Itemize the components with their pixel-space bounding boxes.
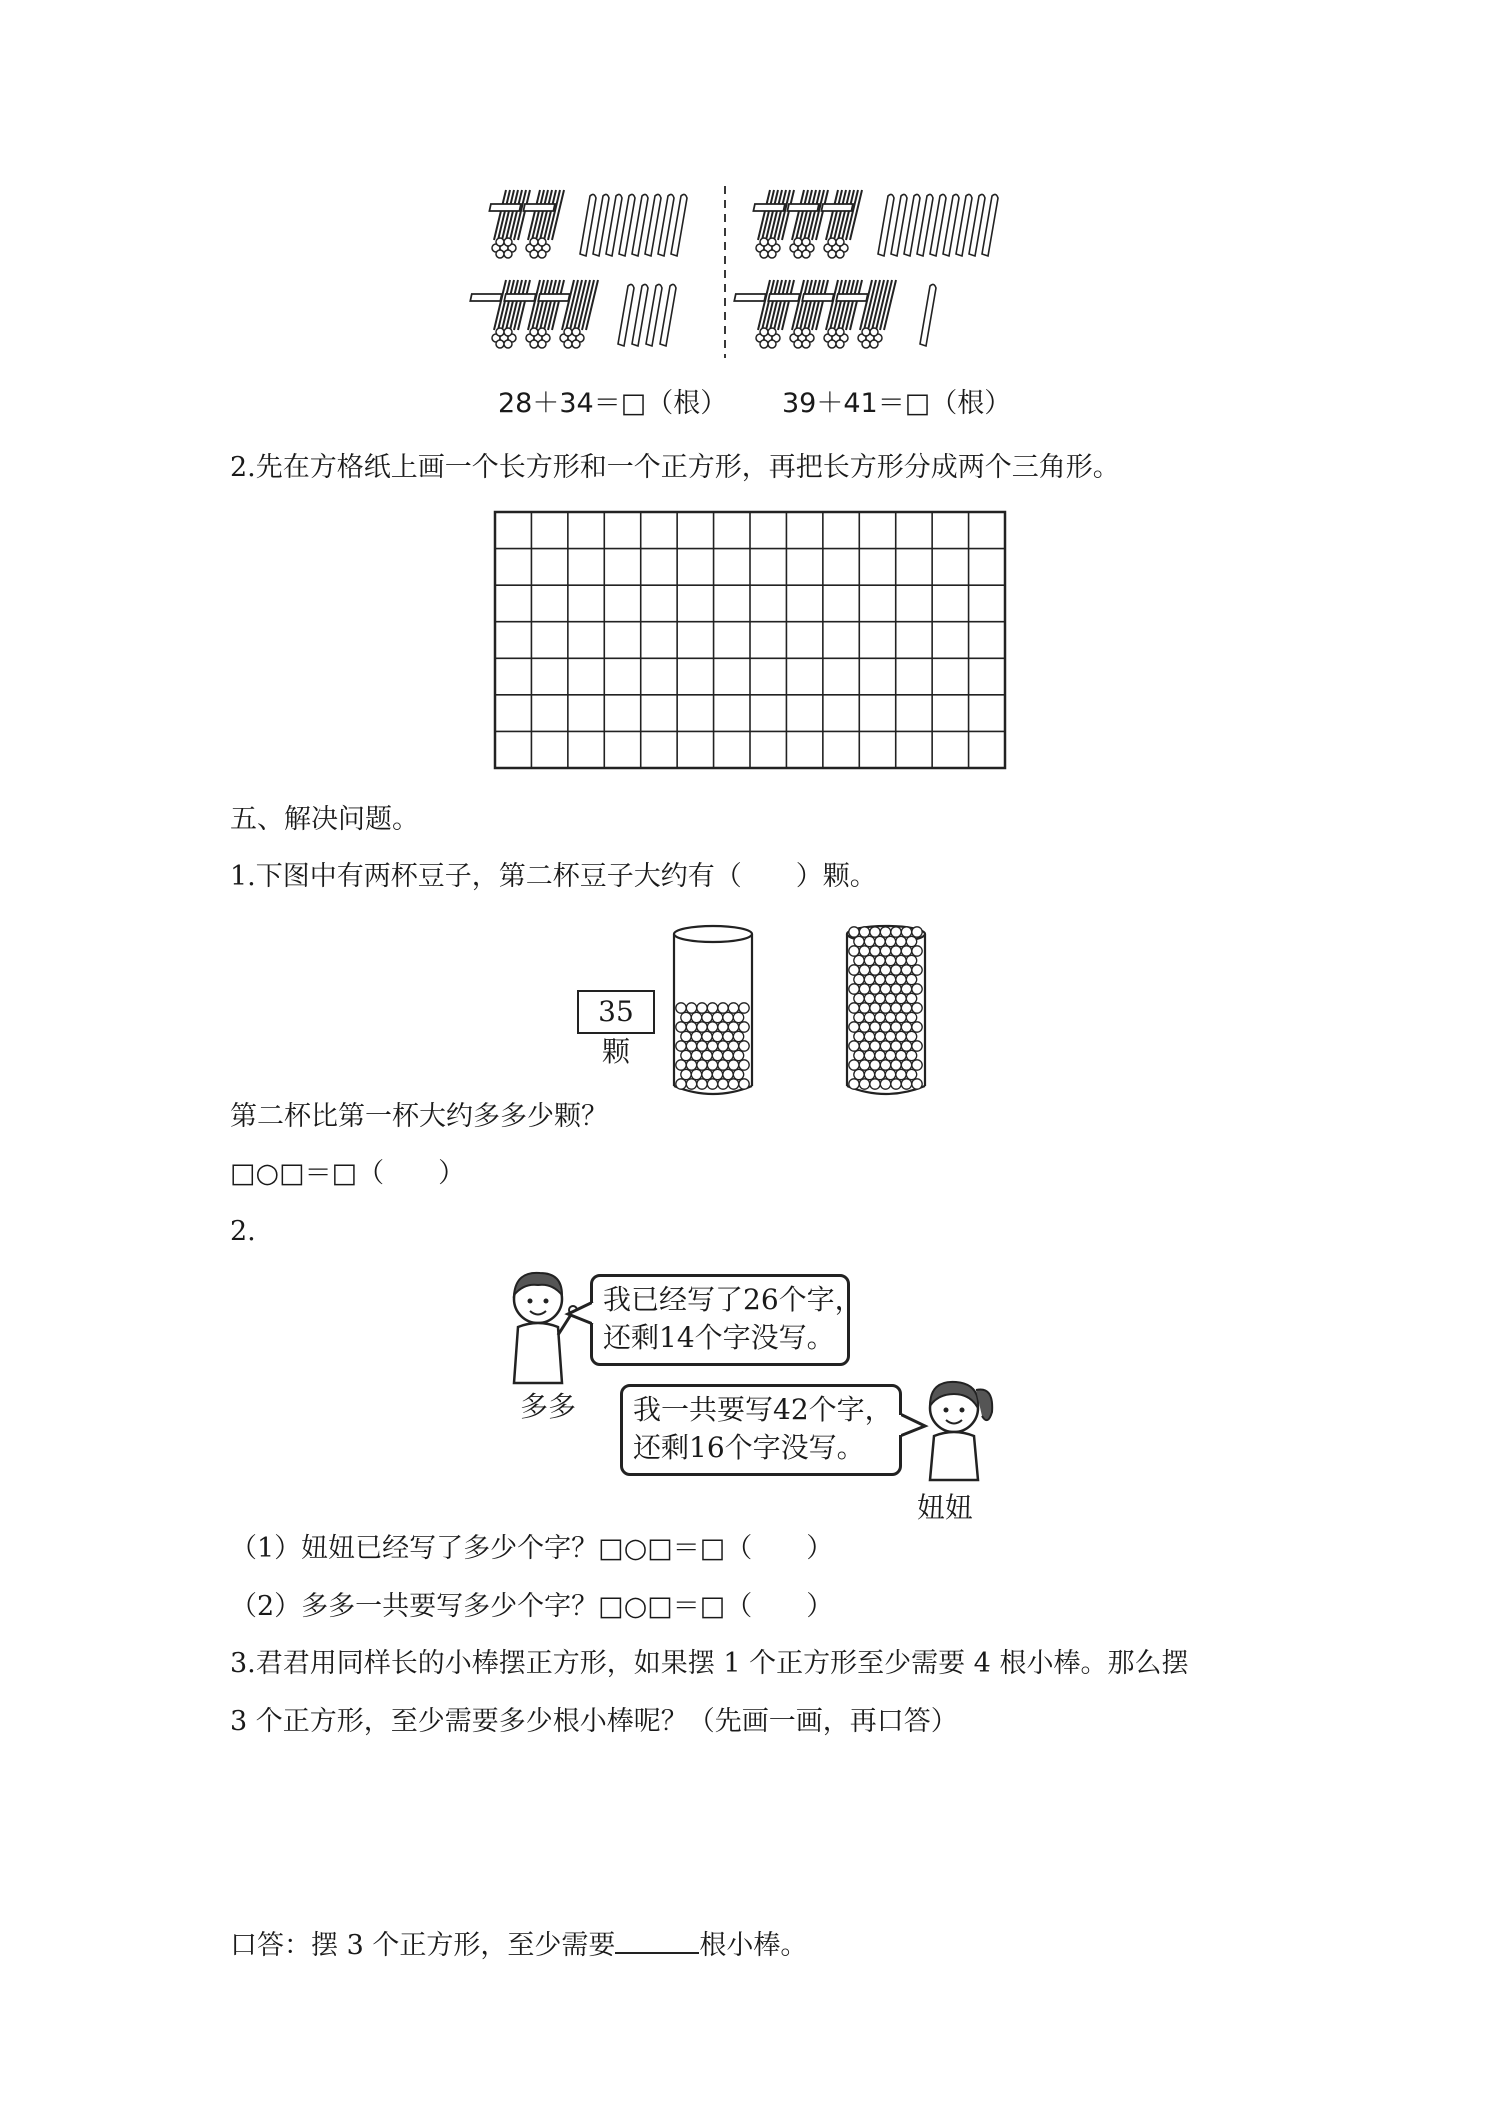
q3-answer <box>230 1926 807 1963</box>
bean <box>896 1050 906 1060</box>
boy-bubble-line1: 我已经写了26个字， <box>603 1283 863 1316</box>
bean <box>870 927 880 937</box>
answer-blank[interactable] <box>615 1926 699 1954</box>
bean <box>676 1022 686 1032</box>
girl-speech-bubble <box>620 1384 902 1476</box>
stick-bundles-illustration <box>480 180 1040 365</box>
bean <box>906 1050 916 1060</box>
bean <box>854 936 864 946</box>
square-grid-paper[interactable] <box>493 510 1007 770</box>
bean <box>859 1022 869 1032</box>
bean <box>870 946 880 956</box>
bean <box>849 1079 859 1089</box>
q3-line1: 3.君君用同样长的小棒摆正方形，如果摆 1 个正方形至少需要 4 根小棒。那么摆 <box>230 1648 1189 1679</box>
bean <box>891 984 901 994</box>
stick-bundle <box>489 190 530 258</box>
bean <box>854 993 864 1003</box>
bean <box>880 984 890 994</box>
bean <box>728 1079 738 1089</box>
bean <box>681 1012 691 1022</box>
bean <box>912 1003 922 1013</box>
bean <box>906 974 916 984</box>
stick-bundle <box>470 280 530 348</box>
bean <box>686 1079 696 1089</box>
q1-text: 1.下图中有两杯豆子，第二杯豆子大约有（ ）颗。 <box>230 861 877 892</box>
bean <box>906 936 916 946</box>
bean <box>676 1079 686 1089</box>
single-stick <box>618 284 634 346</box>
stick-bundle <box>523 190 564 258</box>
bean <box>728 1022 738 1032</box>
bean <box>723 1069 733 1079</box>
bean <box>854 1050 864 1060</box>
bean <box>880 1022 890 1032</box>
single-stick <box>660 284 676 346</box>
stick-bundle <box>787 190 828 258</box>
bean <box>702 1069 712 1079</box>
bean <box>870 1041 880 1051</box>
bean <box>880 946 890 956</box>
bean <box>728 1003 738 1013</box>
bean <box>906 955 916 965</box>
bean <box>691 1031 701 1041</box>
single-stick <box>632 284 648 346</box>
q2-number: 2. <box>230 1216 256 1247</box>
bean <box>885 974 895 984</box>
first-cup-beans <box>670 924 756 1096</box>
bean <box>896 936 906 946</box>
bean <box>906 993 916 1003</box>
bean <box>718 1041 728 1051</box>
bean <box>891 1041 901 1051</box>
bean <box>880 1079 890 1089</box>
bean <box>885 1069 895 1079</box>
bean <box>912 1079 922 1089</box>
bean <box>880 927 890 937</box>
bean <box>733 1031 743 1041</box>
bean <box>870 965 880 975</box>
bean <box>849 1060 859 1070</box>
bean <box>870 984 880 994</box>
girl-illustration <box>912 1372 1002 1482</box>
bean <box>912 927 922 937</box>
q3-line2: 3 个正方形，至少需要多少根小棒呢？（先画一画，再口答） <box>230 1706 958 1737</box>
bean <box>880 1060 890 1070</box>
girl-bubble-line2: 还剩16个字没写。 <box>633 1431 865 1464</box>
bean <box>875 936 885 946</box>
bean <box>875 993 885 1003</box>
bean <box>880 1041 890 1051</box>
bean <box>864 1012 874 1022</box>
bean <box>912 1022 922 1032</box>
bean <box>691 1069 701 1079</box>
bean <box>712 1031 722 1041</box>
bean <box>901 1060 911 1070</box>
bean <box>707 1003 717 1013</box>
bean <box>885 993 895 1003</box>
bean <box>702 1012 712 1022</box>
bean <box>896 955 906 965</box>
bean <box>728 1041 738 1051</box>
bean <box>686 1003 696 1013</box>
bean <box>875 1069 885 1079</box>
bean <box>859 965 869 975</box>
bean <box>849 984 859 994</box>
bean <box>885 1031 895 1041</box>
bean <box>686 1022 696 1032</box>
bean <box>885 1050 895 1060</box>
bean <box>891 1060 901 1070</box>
bean <box>859 1079 869 1089</box>
girl-bubble-line1: 我一共要写42个字， <box>633 1393 893 1426</box>
bean <box>912 946 922 956</box>
bean <box>901 1041 911 1051</box>
bean <box>691 1050 701 1060</box>
bean <box>906 1031 916 1041</box>
boy-bubble-line2: 还剩14个字没写。 <box>603 1321 835 1354</box>
bean <box>854 1012 864 1022</box>
bean <box>875 955 885 965</box>
bean <box>864 1031 874 1041</box>
bean <box>901 1022 911 1032</box>
bean <box>712 1012 722 1022</box>
bean <box>707 1022 717 1032</box>
bean <box>859 927 869 937</box>
bean <box>901 1003 911 1013</box>
bean <box>739 1041 749 1051</box>
bean <box>733 1012 743 1022</box>
bean <box>870 1003 880 1013</box>
bean <box>707 1079 717 1089</box>
boy-bubble-tail <box>566 1300 596 1330</box>
bean <box>676 1041 686 1051</box>
boy-speech-bubble <box>590 1274 863 1366</box>
bean <box>697 1041 707 1051</box>
bean <box>676 1060 686 1070</box>
bean <box>702 1031 712 1041</box>
bean <box>864 955 874 965</box>
bean <box>864 1069 874 1079</box>
bean <box>702 1050 712 1060</box>
bean <box>912 1060 922 1070</box>
stick-bundle <box>753 190 794 258</box>
bean <box>723 1012 733 1022</box>
bean <box>875 1031 885 1041</box>
cup-rim <box>674 926 752 942</box>
bean <box>896 1012 906 1022</box>
bean <box>912 984 922 994</box>
bean <box>728 1060 738 1070</box>
bean <box>718 1022 728 1032</box>
bean <box>712 1050 722 1060</box>
bean <box>859 984 869 994</box>
bean <box>718 1079 728 1089</box>
bean <box>849 1003 859 1013</box>
bean <box>912 965 922 975</box>
bean <box>896 974 906 984</box>
stick-bundle <box>821 190 862 258</box>
bean <box>718 1003 728 1013</box>
bean <box>697 1022 707 1032</box>
bean <box>864 993 874 1003</box>
bean <box>891 965 901 975</box>
bean <box>849 946 859 956</box>
bean <box>849 1022 859 1032</box>
bean <box>686 1060 696 1070</box>
grid-question-text: 2.先在方格纸上画一个长方形和一个正方形，再把长方形分成两个三角形。 <box>230 452 1120 483</box>
bean <box>901 984 911 994</box>
bean <box>707 1041 717 1051</box>
bean <box>739 1022 749 1032</box>
bean <box>875 1012 885 1022</box>
second-cup-beans <box>843 924 929 1096</box>
boy-name: 多多 <box>520 1390 577 1423</box>
stick-equation-left: 28＋34＝□（根） <box>498 388 728 419</box>
bean <box>901 946 911 956</box>
bean <box>739 1079 749 1089</box>
bean <box>906 1069 916 1079</box>
bean <box>901 927 911 937</box>
bean <box>891 1022 901 1032</box>
bean <box>854 974 864 984</box>
bean <box>739 1060 749 1070</box>
bean <box>739 1003 749 1013</box>
bean <box>859 946 869 956</box>
girl-name: 妞妞 <box>917 1491 974 1524</box>
bean <box>723 1050 733 1060</box>
bean <box>891 1003 901 1013</box>
bean <box>880 965 890 975</box>
q2-sub1: （1）妞妞已经写了多少个字？□○□＝□（ ） <box>230 1533 834 1564</box>
bean <box>859 1003 869 1013</box>
bean <box>891 1079 901 1089</box>
answer-prefix: 口答：摆 3 个正方形，至少需要 <box>230 1930 616 1961</box>
bean <box>870 1079 880 1089</box>
bean <box>896 1031 906 1041</box>
bean <box>681 1069 691 1079</box>
single-stick <box>920 284 936 346</box>
bean <box>859 1041 869 1051</box>
bean <box>901 965 911 975</box>
bean <box>870 1022 880 1032</box>
bean <box>697 1060 707 1070</box>
bean <box>676 1003 686 1013</box>
bean <box>681 1031 691 1041</box>
bean <box>854 1031 864 1041</box>
bean <box>875 974 885 984</box>
bean <box>686 1041 696 1051</box>
bean <box>891 946 901 956</box>
bean <box>906 1012 916 1022</box>
bean <box>901 1079 911 1089</box>
bean <box>681 1050 691 1060</box>
bean <box>733 1069 743 1079</box>
bean <box>870 1060 880 1070</box>
bean <box>733 1050 743 1060</box>
bean <box>912 1041 922 1051</box>
bean <box>723 1031 733 1041</box>
bean <box>885 955 895 965</box>
bean <box>849 1041 859 1051</box>
bean <box>875 1050 885 1060</box>
answer-suffix: 根小棒。 <box>699 1930 808 1961</box>
bean <box>891 927 901 937</box>
bean <box>896 993 906 1003</box>
bean <box>691 1012 701 1022</box>
bean <box>712 1069 722 1079</box>
stick-equation-right: 39＋41＝□（根） <box>782 388 1012 419</box>
section-title: 五、解决问题。 <box>230 804 419 835</box>
single-stick <box>646 284 662 346</box>
bean <box>718 1060 728 1070</box>
cup-label-box: 35颗 <box>577 990 655 1034</box>
bean <box>697 1003 707 1013</box>
q1-question: 第二杯比第一杯大约多多少颗？ <box>230 1101 608 1132</box>
bean <box>697 1079 707 1089</box>
bean <box>896 1069 906 1079</box>
q2-sub2: （2）多多一共要写多少个字？□○□＝□（ ） <box>230 1591 834 1622</box>
bean <box>707 1060 717 1070</box>
bean <box>880 1003 890 1013</box>
bean <box>849 965 859 975</box>
bean <box>854 1069 864 1079</box>
q1-equation: □○□＝□（ ） <box>230 1158 466 1189</box>
bean <box>885 1012 895 1022</box>
bean <box>859 1060 869 1070</box>
bean <box>864 974 874 984</box>
bean <box>885 936 895 946</box>
bean <box>864 936 874 946</box>
bean <box>849 927 859 937</box>
stick-bundle <box>734 280 794 348</box>
bean <box>854 955 864 965</box>
bean <box>864 1050 874 1060</box>
